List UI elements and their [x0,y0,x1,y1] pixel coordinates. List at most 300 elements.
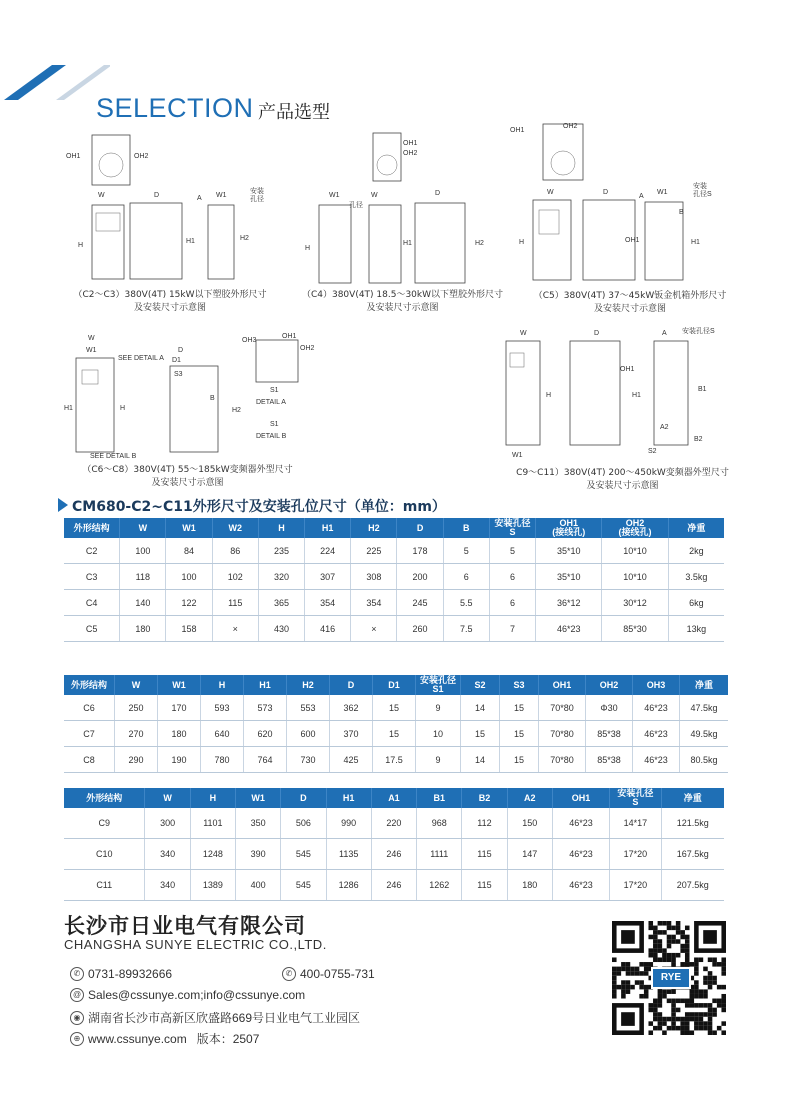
table-cell: 47.5kg [680,695,729,721]
svg-text:W1: W1 [657,189,668,196]
svg-text:H1: H1 [64,405,73,412]
table-cell: 178 [397,538,443,564]
table-cell: 593 [201,695,244,721]
table-cell: 400 [236,870,281,901]
table-cell: 320 [258,564,304,590]
figure-c5 [505,118,755,318]
table-cell: 425 [330,747,373,773]
table-cell: 17*20 [610,839,661,870]
svg-text:H1: H1 [632,392,641,399]
phone-2-text: 400-0755-731 [300,967,375,981]
table-cell: 49.5kg [680,721,729,747]
svg-text:OH1: OH1 [66,153,81,160]
table-cell: 9 [416,695,461,721]
table-cell: 35*10 [536,564,602,590]
column-header: OH3 [633,675,680,695]
svg-text:S3: S3 [174,371,183,378]
column-header: H2 [287,675,330,695]
svg-text:B2: B2 [694,436,703,443]
table-cell: 115 [212,590,258,616]
svg-text:W1: W1 [329,192,340,199]
table-cell: 10*10 [602,538,668,564]
company-name-en: CHANGSHA SUNYE ELECTRIC CO.,LTD. [64,937,327,952]
table-cell: 15 [373,721,416,747]
svg-text:A: A [662,330,667,337]
svg-text:OH1: OH1 [510,127,525,134]
table-cell: 46*23 [633,721,680,747]
company-name-cn: 长沙市日业电气有限公司 [64,914,306,938]
svg-text:W: W [98,192,105,199]
svg-text:H: H [519,239,525,246]
table-cell: C2 [64,538,120,564]
column-header: OH1 [552,788,609,808]
svg-text:OH2: OH2 [563,123,578,130]
column-header: 外形结构 [64,518,120,538]
caption-c6-c8-line2: 及安装尺寸示意图 [151,478,224,488]
table-cell: 80.5kg [680,747,729,773]
table-cell: 17.5 [373,747,416,773]
column-header: 净重 [661,788,724,808]
svg-text:A: A [639,193,644,200]
svg-text:W: W [547,189,554,196]
page-title-cn: 产品选型 [258,102,330,123]
svg-text:H: H [120,405,126,412]
email-text[interactable]: Sales@cssunye.com;info@cssunye.com [88,988,306,1002]
svg-text:孔径: 孔径 [250,196,264,203]
table-cell: 36*12 [536,590,602,616]
column-header: OH1 (接线孔) [536,518,602,538]
column-header: D [397,518,443,538]
table-cell: Φ30 [586,695,633,721]
column-header: W [115,675,158,695]
figure-c4 [285,125,520,320]
caption-c2-c3-line1: （C2～C3）380V(4T) 15kW以下塑胶外形尺寸 [73,290,267,300]
svg-text:W: W [371,192,378,199]
table-cell: 354 [305,590,351,616]
column-header: H [258,518,304,538]
column-header: W2 [212,518,258,538]
table-cell: 15 [500,695,539,721]
table-cell: C7 [64,721,115,747]
svg-text:OH1: OH1 [403,140,418,147]
column-header: H1 [305,518,351,538]
caption-c6-c8-line1: （C6～C8）380V(4T) 55～185kW变频器外型尺寸 [82,465,293,475]
table-cell: 764 [244,747,287,773]
svg-text:S1: S1 [270,421,279,428]
column-header: 外形结构 [64,788,145,808]
caption-c5-line2: 及安装尺寸示意图 [593,304,666,314]
page-title-en: SELECTION [96,93,254,123]
column-header: W1 [158,675,201,695]
table-cell: C10 [64,839,145,870]
svg-text:D: D [435,190,441,197]
table-cell: 1111 [417,839,462,870]
address [70,1009,360,1026]
svg-text:W1: W1 [512,452,523,459]
table-cell: C8 [64,747,115,773]
qr-logo: RYE [651,967,691,989]
column-header: 净重 [668,518,724,538]
qr-code [612,921,726,1035]
svg-text:H: H [78,242,84,249]
svg-text:安装: 安装 [250,188,264,195]
column-header: S2 [461,675,500,695]
location-icon: ◉ [70,1011,84,1025]
table-cell: 545 [281,870,326,901]
table-cell: 1389 [190,870,235,901]
column-header: H1 [326,788,371,808]
table-header-row [64,518,724,538]
svg-text:B: B [679,209,684,216]
column-header: B [443,518,489,538]
caption-c2-c3-line2: 及安装尺寸示意图 [133,303,206,313]
table-cell: 13kg [668,616,724,642]
svg-text:D1: D1 [172,357,181,364]
table-cell: 14 [461,695,500,721]
table-cell: 85*38 [586,747,633,773]
column-header: H [201,675,244,695]
table-cell: 220 [371,808,416,839]
table-cell: × [351,616,397,642]
caption-c4-line1: （C4）380V(4T) 18.5～30kW以下塑胶外形尺寸 [301,290,504,300]
table-row [64,564,724,590]
table-cell: 308 [351,564,397,590]
phone-1 [70,967,172,981]
table-cell: 5.5 [443,590,489,616]
table-cell: 250 [115,695,158,721]
svg-text:H1: H1 [186,238,195,245]
svg-text:W1: W1 [216,192,227,199]
svg-text:B: B [210,395,215,402]
table-cell: 46*23 [552,870,609,901]
column-header: OH2 (接线孔) [602,518,668,538]
spec-table-c2-c5 [64,518,724,642]
phone-icon: ✆ [70,967,84,981]
table-cell: 6 [443,564,489,590]
table-cell: C5 [64,616,120,642]
svg-text:D: D [154,192,160,199]
table-cell: 340 [145,839,190,870]
caption-c9-c11-line2: 及安装尺寸示意图 [586,481,659,491]
column-header: B1 [417,788,462,808]
table-cell: 112 [462,808,507,839]
table-cell: 70*80 [539,695,586,721]
table-cell: 730 [287,747,330,773]
table-cell: 340 [145,870,190,901]
column-header: W1 [236,788,281,808]
caption-c9-c11-line1: C9～C11）380V(4T) 200～450kW变频器外型尺寸 [516,468,729,478]
svg-text:S1: S1 [270,387,279,394]
table-row [64,590,724,616]
table-cell: 390 [236,839,281,870]
column-header: OH1 [539,675,586,695]
table-cell: 15 [373,695,416,721]
address-text: 湖南省长沙市高新区欣盛路669号日业电气工业园区 [88,1011,361,1025]
table-cell: 150 [507,808,552,839]
spec-table-c9-c11 [64,788,724,901]
table-cell: 17*20 [610,870,661,901]
table-cell: 3.5kg [668,564,724,590]
table-cell: 6 [489,590,535,616]
svg-text:H2: H2 [475,240,484,247]
email [70,988,305,1002]
table-cell: 122 [166,590,212,616]
column-header: W1 [166,518,212,538]
table-cell: 46*23 [633,695,680,721]
table-cell: 70*80 [539,747,586,773]
table-cell: 180 [120,616,166,642]
column-header: H2 [351,518,397,538]
table-cell: 70*80 [539,721,586,747]
figure-c9-c11 [490,325,755,490]
table-cell: 10*10 [602,564,668,590]
svg-text:W: W [520,330,527,337]
drawing-c6-c8 [60,330,315,460]
table-cell: 2kg [668,538,724,564]
header-stripes [0,60,110,105]
spec-table-c6-c8 [64,675,728,773]
table-header-row [64,788,724,808]
website-text[interactable]: www.cssunye.com [88,1031,187,1046]
table-cell: 147 [507,839,552,870]
table-cell: 990 [326,808,371,839]
website [70,1030,259,1047]
table-cell: 235 [258,538,304,564]
table-cell: 5 [489,538,535,564]
column-header: 外形结构 [64,675,115,695]
email-icon: @ [70,988,84,1002]
svg-text:DETAIL B: DETAIL B [256,433,287,440]
svg-text:孔径S: 孔径S [693,191,712,198]
table-cell: 14 [461,747,500,773]
table-cell: 246 [371,870,416,901]
table-cell: 370 [330,721,373,747]
svg-text:D: D [594,330,600,337]
column-header: A2 [507,788,552,808]
table-cell: 180 [158,721,201,747]
table-cell: 506 [281,808,326,839]
table-cell: 100 [120,538,166,564]
table-cell: 545 [281,839,326,870]
table-cell: 1286 [326,870,371,901]
table-cell: 600 [287,721,330,747]
table-cell: 15 [500,721,539,747]
table-cell: 14*17 [610,808,661,839]
svg-text:DETAIL A: DETAIL A [256,399,286,406]
table-cell: 362 [330,695,373,721]
svg-text:H1: H1 [691,239,700,246]
svg-text:D: D [178,347,184,354]
table-row [64,616,724,642]
table-cell: 225 [351,538,397,564]
table-cell: 140 [120,590,166,616]
table-cell: 1262 [417,870,462,901]
table-cell: 6kg [668,590,724,616]
version-text: 版本：2507 [196,1032,260,1046]
table-cell: 1135 [326,839,371,870]
table-row [64,839,724,870]
svg-text:W1: W1 [86,347,97,354]
table-cell: C4 [64,590,120,616]
table-row [64,808,724,839]
column-header: 安装孔径 S [610,788,661,808]
svg-text:OH1: OH1 [620,366,635,373]
table-row [64,538,724,564]
table-cell: 121.5kg [661,808,724,839]
table-row [64,721,728,747]
table-cell: C11 [64,870,145,901]
table-cell: 365 [258,590,304,616]
svg-text:H1: H1 [403,240,412,247]
column-header: B2 [462,788,507,808]
table-cell: 224 [305,538,351,564]
phone-icon: ✆ [282,967,296,981]
column-header: D [281,788,326,808]
table-cell: 7.5 [443,616,489,642]
table-cell: 115 [462,839,507,870]
table-cell: 620 [244,721,287,747]
caption-c5-line1: （C5）380V(4T) 37～45kW钣金机箱外形尺寸 [533,291,727,301]
svg-text:D: D [603,189,609,196]
table-cell: 170 [158,695,201,721]
table-cell: 30*12 [602,590,668,616]
column-header: OH2 [586,675,633,695]
table-cell: 5 [443,538,489,564]
table-cell: 86 [212,538,258,564]
svg-text:H: H [305,245,311,252]
table-row [64,695,728,721]
table-cell: 350 [236,808,281,839]
table-cell: 968 [417,808,462,839]
table-cell: 85*30 [602,616,668,642]
table-row [64,747,728,773]
svg-text:安装孔径S: 安装孔径S [682,328,715,335]
svg-text:OH1: OH1 [282,333,297,340]
table-cell: 15 [461,721,500,747]
drawing-c4 [285,125,520,285]
table-cell: 102 [212,564,258,590]
table-cell: 7 [489,616,535,642]
svg-text:S2: S2 [648,448,657,455]
table-cell: 118 [120,564,166,590]
table-cell: 158 [166,616,212,642]
table-cell: 15 [500,747,539,773]
table-row [64,870,724,901]
table-cell: 270 [115,721,158,747]
svg-text:OH1: OH1 [625,237,640,244]
phone-1-text: 0731-89932666 [88,967,173,981]
figure-c2-c3 [60,125,280,320]
drawing-c5 [505,118,755,286]
table-cell: C6 [64,695,115,721]
caption-c4-line2: 及安装尺寸示意图 [366,303,439,313]
column-header: D1 [373,675,416,695]
table-cell: 6 [489,564,535,590]
drawing-c9-c11 [490,325,755,463]
table-cell: 10 [416,721,461,747]
table-cell: 46*23 [536,616,602,642]
drawing-c2-c3 [60,125,280,285]
table-cell: 180 [507,870,552,901]
table-cell: 430 [258,616,304,642]
svg-text:H: H [546,392,552,399]
table-cell: 307 [305,564,351,590]
svg-text:OH2: OH2 [300,345,315,352]
table-cell: 9 [416,747,461,773]
table-cell: 300 [145,808,190,839]
column-header: H [190,788,235,808]
table-header-row [64,675,728,695]
svg-text:H2: H2 [240,235,249,242]
table-cell: 245 [397,590,443,616]
table-cell: 780 [201,747,244,773]
table-cell: 553 [287,695,330,721]
table-cell: 416 [305,616,351,642]
table-cell: × [212,616,258,642]
svg-text:SEE DETAIL A: SEE DETAIL A [118,355,164,362]
table-cell: 84 [166,538,212,564]
column-header: 安装孔径 S [489,518,535,538]
svg-text:W: W [88,335,95,342]
table-cell: 46*23 [633,747,680,773]
phone-2 [282,967,375,981]
column-header: H1 [244,675,287,695]
table-cell: 1101 [190,808,235,839]
svg-text:安装: 安装 [693,183,707,190]
table-cell: 573 [244,695,287,721]
table-cell: 190 [158,747,201,773]
table-cell: 290 [115,747,158,773]
section-title: CM680-C2~C11外形尺寸及安装孔位尺寸（单位：mm） [72,499,446,515]
table-cell: 200 [397,564,443,590]
table-cell: 100 [166,564,212,590]
column-header: S3 [500,675,539,695]
svg-text:B1: B1 [698,386,707,393]
svg-text:A: A [197,195,202,202]
table-cell: 207.5kg [661,870,724,901]
table-cell: 35*10 [536,538,602,564]
table-cell: 640 [201,721,244,747]
column-header: 净重 [680,675,729,695]
table-cell: 167.5kg [661,839,724,870]
svg-text:H2: H2 [232,407,241,414]
table-cell: 46*23 [552,839,609,870]
table-cell: 354 [351,590,397,616]
column-header: W [145,788,190,808]
svg-text:孔径: 孔径 [349,202,363,209]
svg-text:SEE DETAIL B: SEE DETAIL B [90,453,137,460]
section-triangle-icon [58,498,68,512]
table-cell: 46*23 [552,808,609,839]
svg-text:OH3: OH3 [242,337,257,344]
column-header: W [120,518,166,538]
column-header: A1 [371,788,416,808]
table-cell: C3 [64,564,120,590]
table-cell: 85*38 [586,721,633,747]
globe-icon: ⊕ [70,1032,84,1046]
column-header: D [330,675,373,695]
svg-text:OH2: OH2 [134,153,149,160]
table-cell: 115 [462,870,507,901]
table-cell: 260 [397,616,443,642]
column-header: 安装孔径 S1 [416,675,461,695]
figure-c6-c8 [60,330,315,490]
svg-text:OH2: OH2 [403,150,418,157]
table-cell: C9 [64,808,145,839]
table-cell: 1248 [190,839,235,870]
table-cell: 246 [371,839,416,870]
svg-text:A2: A2 [660,424,669,431]
